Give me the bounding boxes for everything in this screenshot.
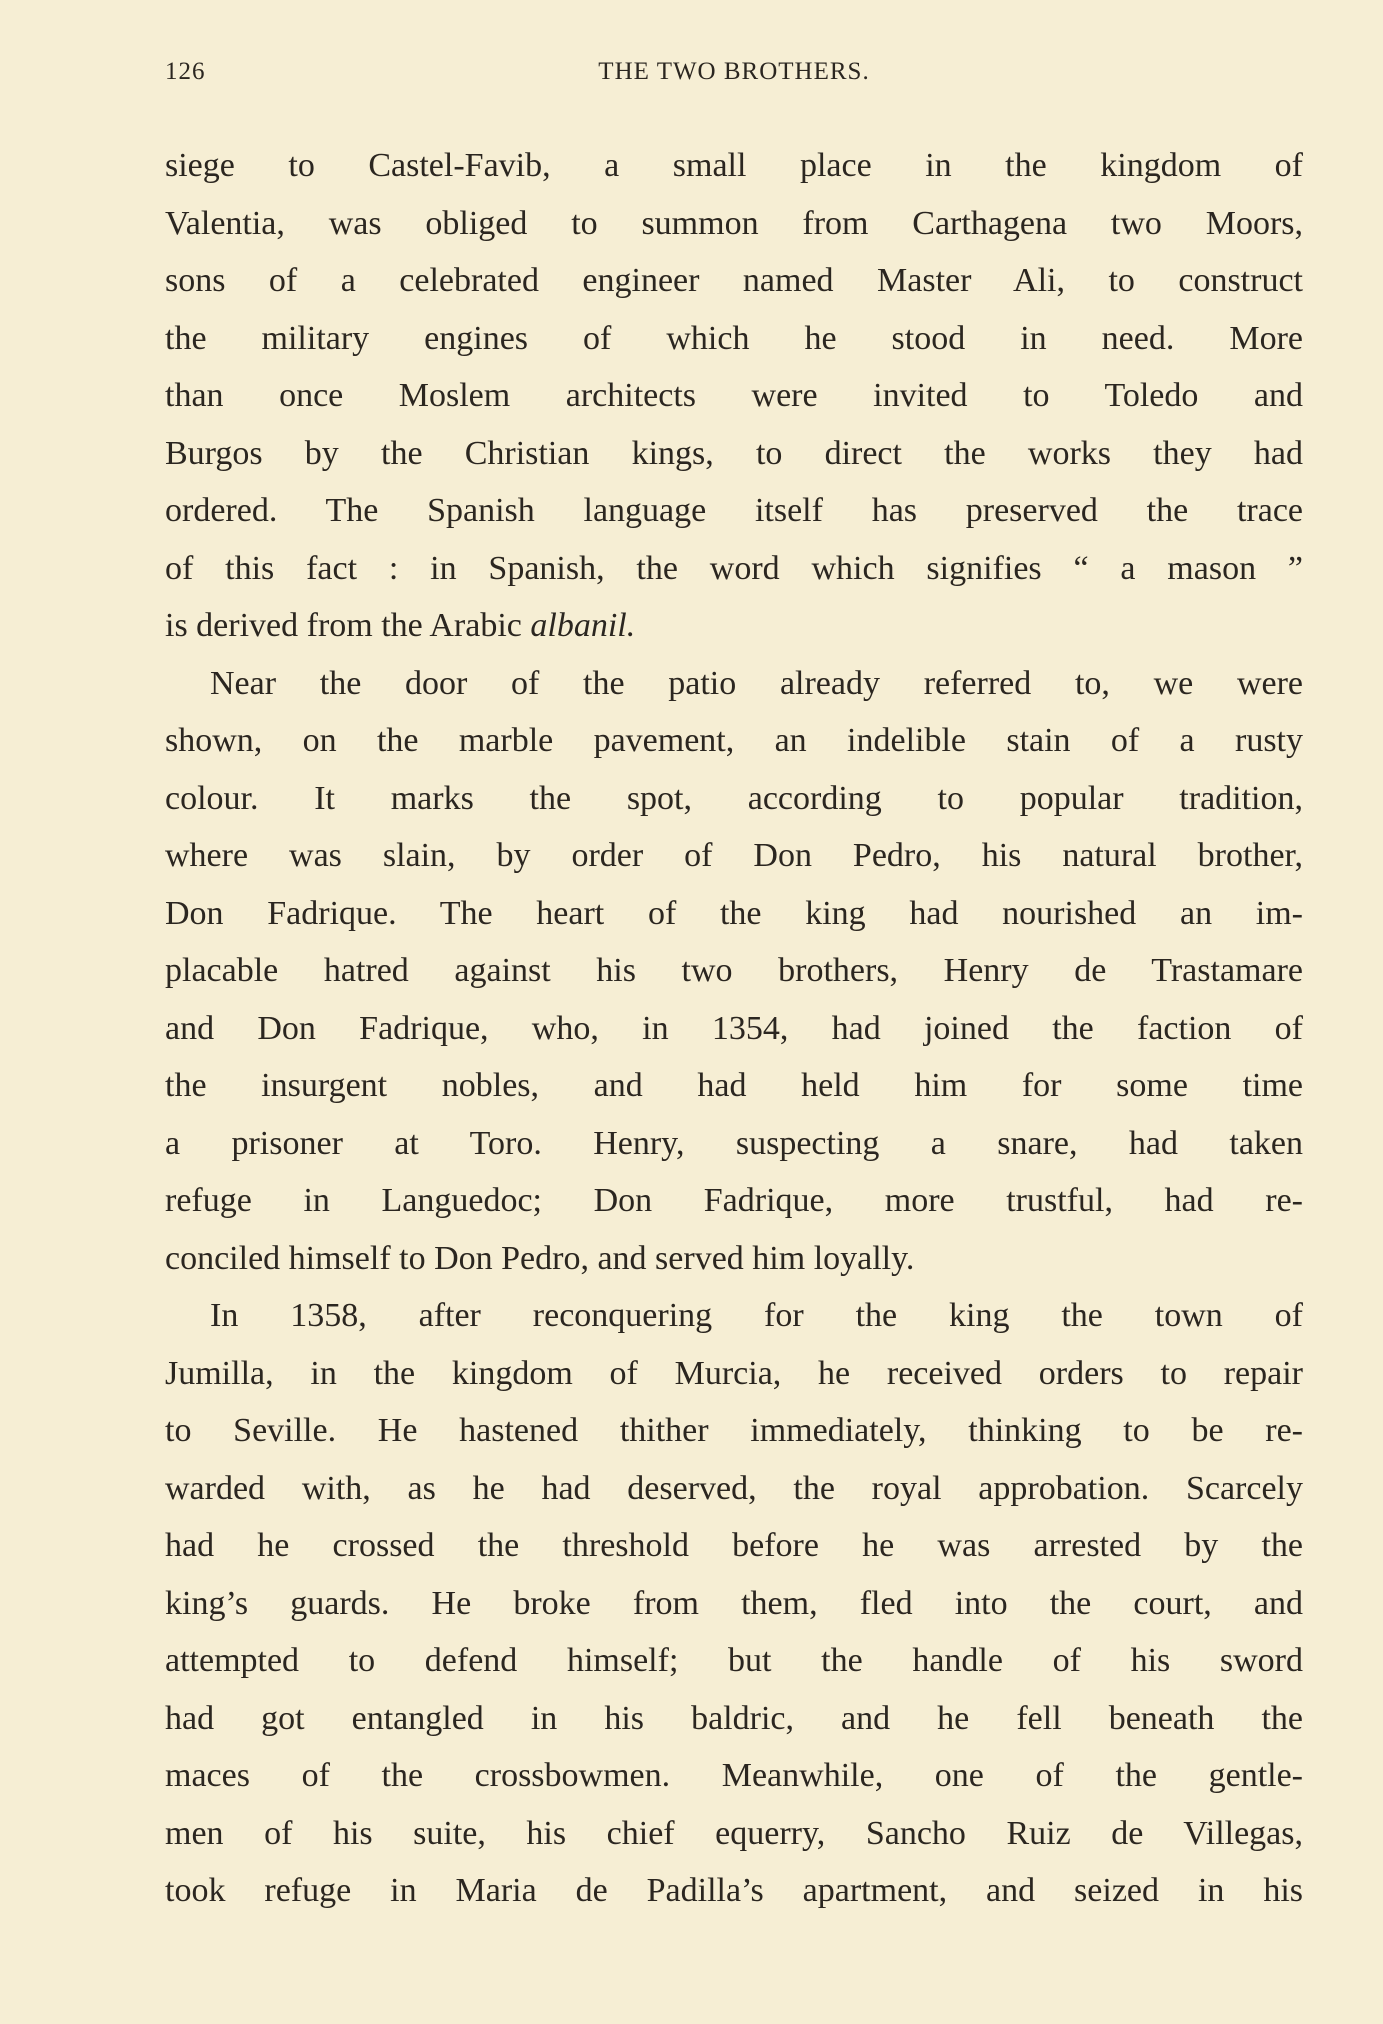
text-line: the military engines of which he stood in need. More bbox=[165, 319, 1303, 357]
body-text bbox=[165, 137, 1303, 1920]
text-line: Jumilla, in the kingdom of Murcia, he received orders to repair bbox=[165, 1354, 1303, 1392]
text-line: refuge in Languedoc; Don Fadrique, more trustful, had re- bbox=[165, 1182, 1303, 1219]
text-line: shown, on the marble pavement, an indelible stain of a rusty bbox=[165, 722, 1303, 759]
paragraph-start-line: In 1358, after reconquering for the king the town of bbox=[210, 1297, 1303, 1334]
text-line: warded with, as he had deserved, the royal approbation. Scarcely bbox=[165, 1469, 1303, 1507]
text-line: ordered. The Spanish language itself has preserved the trace bbox=[165, 492, 1303, 529]
page-number: 126 bbox=[165, 58, 206, 85]
text-line: had got entangled in his baldric, and he fell beneath the bbox=[165, 1699, 1303, 1737]
text-line: took refuge in Maria de Padilla’s apartment, and seized in his bbox=[165, 1872, 1303, 1909]
text-line: had he crossed the threshold before he was arrested by the bbox=[165, 1527, 1303, 1564]
text-line-lead: is derived from the Arabic bbox=[165, 607, 531, 644]
text-line: conciled himself to Don Pedro, and served him loyally. bbox=[165, 1239, 915, 1277]
paragraph-start-line: Near the door of the patio already referred to, we were bbox=[210, 664, 1303, 702]
text-line: colour. It marks the spot, according to popular tradition, bbox=[165, 779, 1303, 817]
italic-word: albanil. bbox=[530, 607, 636, 644]
text-line: where was slain, by order of Don Pedro, his natural brother, bbox=[165, 837, 1303, 874]
text-line: men of his suite, his chief equerry, Sancho Ruiz de Villegas, bbox=[165, 1814, 1303, 1852]
text-line: Valentia, was obliged to summon from Carthagena two Moors, bbox=[165, 204, 1303, 242]
text-line: than once Moslem architects were invited to Toledo and bbox=[165, 377, 1303, 414]
text-line: Don Fadrique. The heart of the king had nourished an im- bbox=[165, 894, 1303, 932]
text-line: Burgos by the Christian kings, to direct the works they had bbox=[165, 434, 1303, 472]
text-line: a prisoner at Toro. Henry, suspecting a snare, had taken bbox=[165, 1124, 1303, 1162]
text-line: to Seville. He hastened thither immediately, thinking to be re- bbox=[165, 1412, 1303, 1449]
text-line bbox=[165, 597, 1303, 655]
running-head: THE TWO BROTHERS. bbox=[598, 58, 870, 85]
text-line: the insurgent nobles, and had held him for some time bbox=[165, 1067, 1303, 1104]
page-header bbox=[165, 58, 1303, 102]
text-line: siege to Castel-Favib, a small place in the kingdom of bbox=[165, 147, 1303, 184]
text-line: maces of the crossbowmen. Meanwhile, one of the gentle- bbox=[165, 1757, 1303, 1794]
text-line: sons of a celebrated engineer named Master Ali, to construct bbox=[165, 262, 1303, 299]
text-line: attempted to defend himself; but the handle of his sword bbox=[165, 1642, 1303, 1679]
text-line: king’s guards. He broke from them, fled into the court, and bbox=[165, 1584, 1303, 1622]
text-line: of this fact : in Spanish, the word which signifies “ a mason ” bbox=[165, 549, 1303, 587]
text-line: and Don Fadrique, who, in 1354, had joined the faction of bbox=[165, 1009, 1303, 1047]
text-line: placable hatred against his two brothers, Henry de Trastamare bbox=[165, 952, 1303, 989]
